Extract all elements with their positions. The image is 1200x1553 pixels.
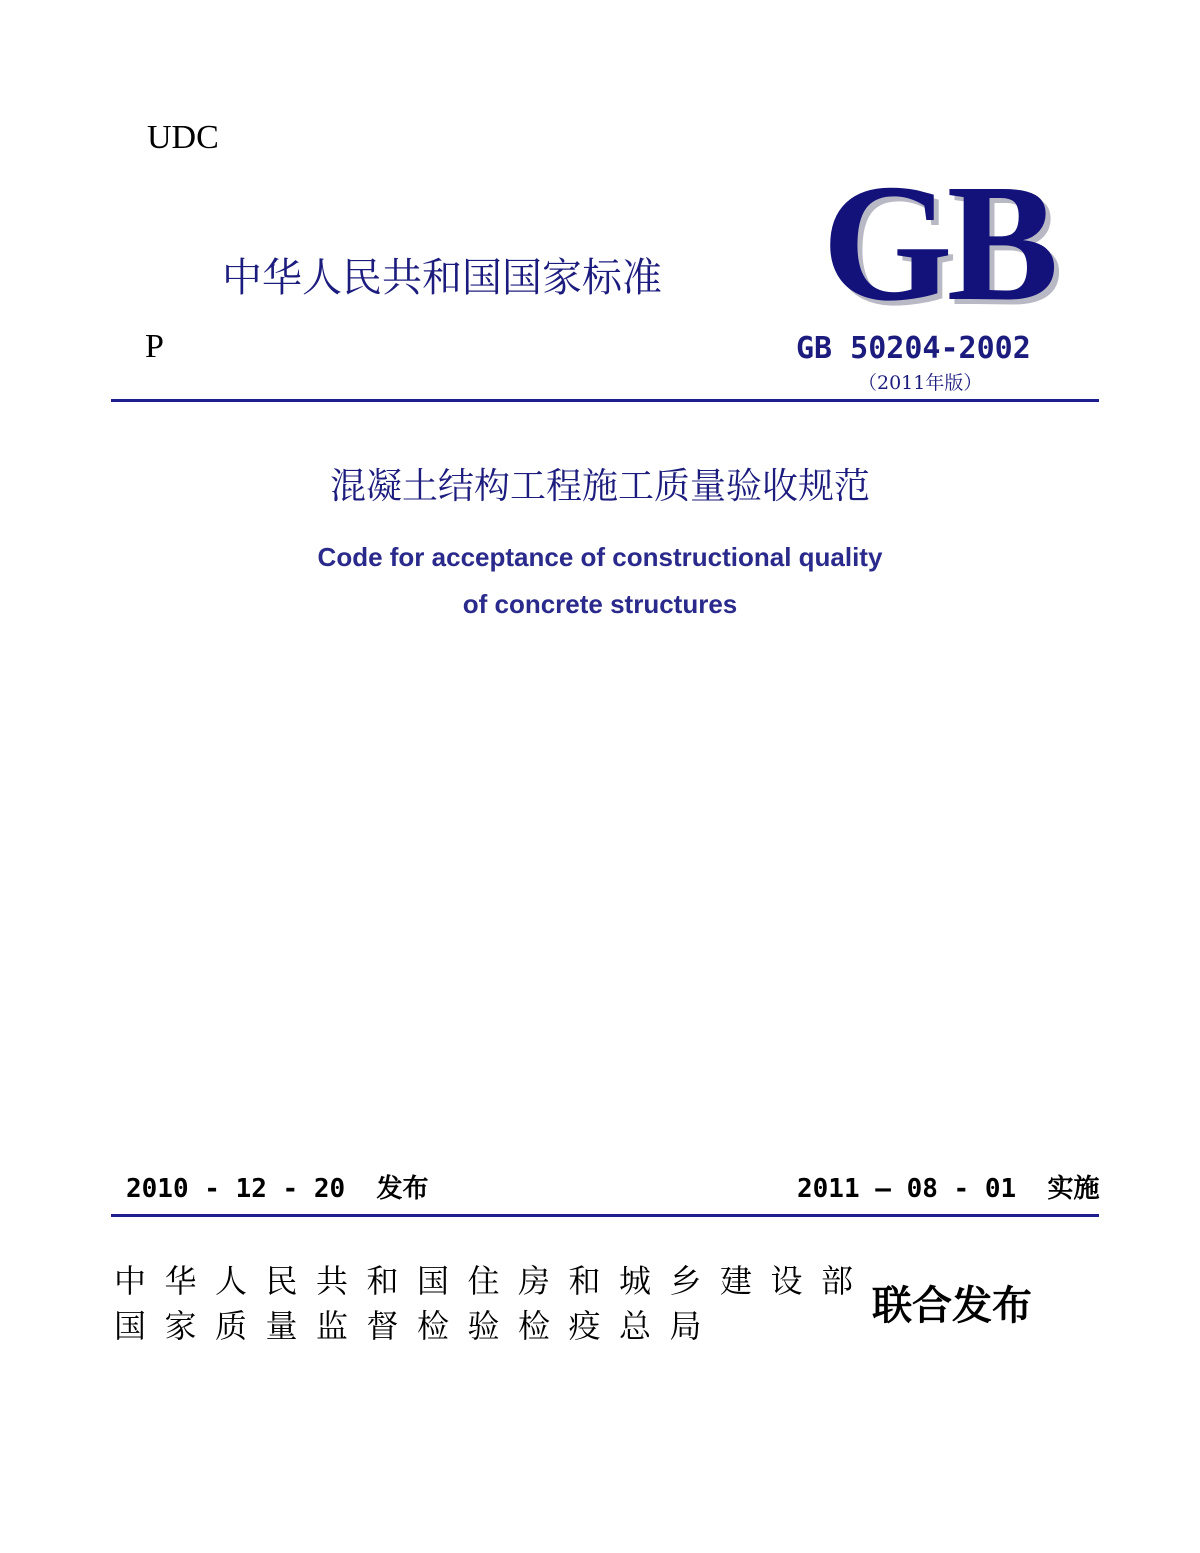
national-standard-heading: 中华人民共和国国家标准 bbox=[222, 255, 662, 301]
issue-date: 2010 - 12 - 20 发布 bbox=[126, 1174, 429, 1204]
edition-note: （2011年版） bbox=[858, 372, 983, 394]
classification-code: P bbox=[145, 328, 164, 365]
issuer-ministry: 中华人民共和国住房和城乡建设部 bbox=[114, 1262, 872, 1300]
document-title-english-line1: Code for acceptance of constructional quality bbox=[317, 542, 883, 572]
udc-label: UDC bbox=[147, 119, 219, 156]
document-title-english-line2: of concrete structures bbox=[462, 589, 738, 619]
document-title-chinese: 混凝土结构工程施工质量验收规范 bbox=[329, 466, 870, 507]
gb-logo: GB bbox=[822, 150, 1053, 336]
bottom-divider bbox=[111, 1214, 1099, 1217]
top-divider bbox=[111, 399, 1099, 402]
implementation-date: 2011 — 08 - 01 实施 bbox=[797, 1174, 1100, 1204]
issuer-administration: 国家质量监督检验检疫总局 bbox=[114, 1307, 721, 1345]
standard-number: GB 50204-2002 bbox=[796, 331, 1031, 366]
joint-release-label: 联合发布 bbox=[872, 1283, 1032, 1329]
